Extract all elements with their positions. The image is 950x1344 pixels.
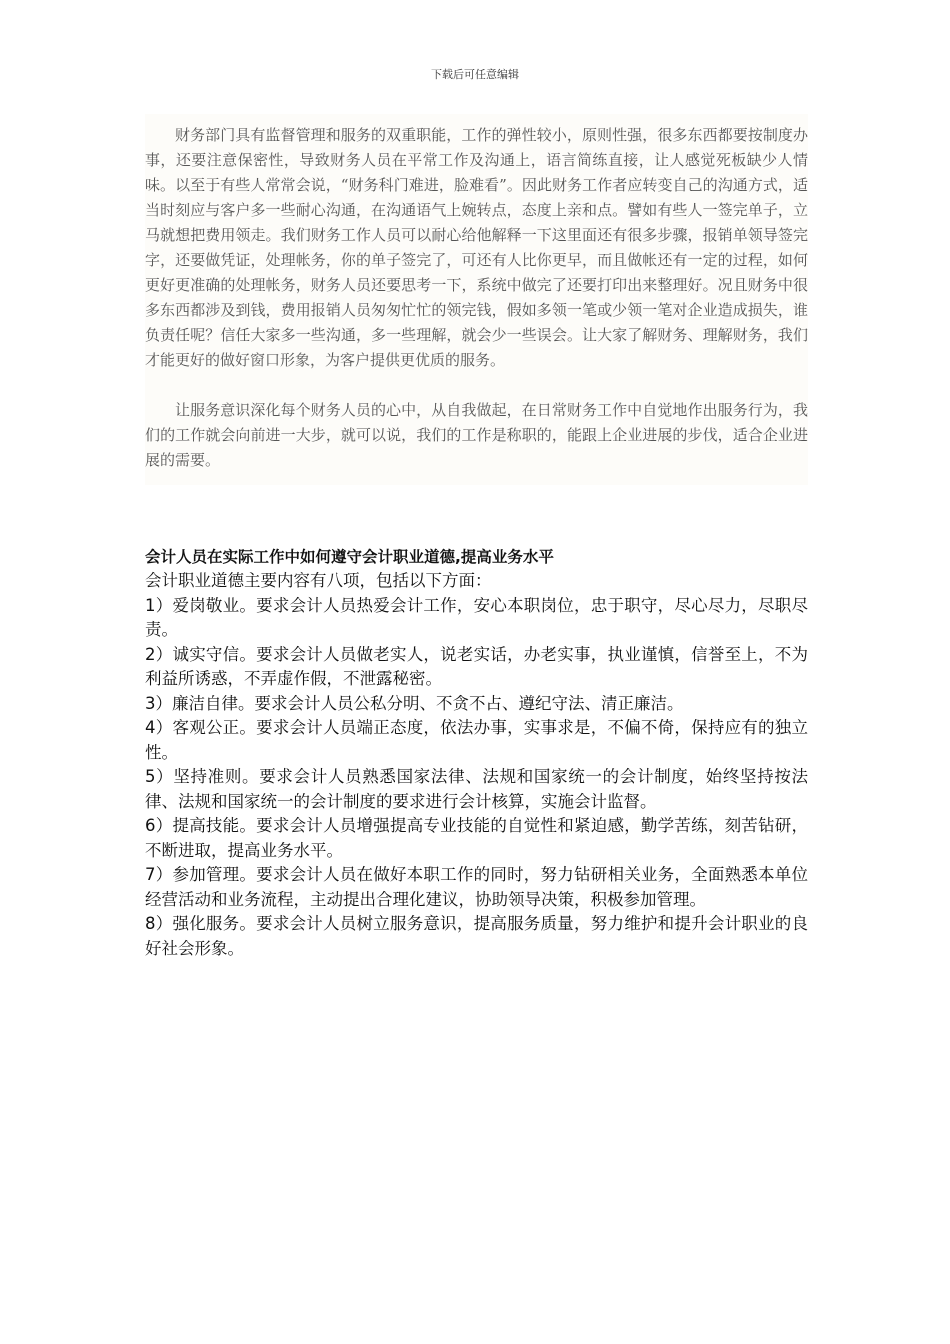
service-awareness-paragraph: 让服务意识深化每个财务人员的心中，从自我做起，在日常财务工作中自觉地作出服务行为，我们的工作就会向前进一大步，就可以说，我们的工作是称职的，能跟上企业进展的步伐，适合企业进展的需要。 xyxy=(145,401,808,469)
communication-paragraph: 财务部门具有监督管理和服务的双重职能，工作的弹性较小，原则性强，很多东西都要按制度办事，还要注意保密性，导致财务人员在平常工作及沟通上，语言简练直接，让人感觉死板缺少人情味。以至于有些人常常会说，“财务科门难进，脸难看”。因此财务工作者应转变自己的沟通方式，适当时刻应与客户多一些耐心沟通，在沟通语气上婉转点，态度上亲和点。譬如有些人一签完单子，立马就想把费用领走。我们财务工作人员可以耐心给他解释一下这里面还有很多步骤，报销单领导签完字，还要做凭证，处理帐务，你的单子签完了，可还有人比你更早，而且做帐还有一定的过程，如何更好更准确的处理帐务，财务人员还要思考一下，系统中做完了还要打印出来整理好。况且财务中很多东西都涉及到钱，费用报销人员匆匆忙忙的领完钱，假如多领一笔或少领一笔对企业造成损失，谁负责任呢？信任大家多一些沟通，多一些理解，就会少一些误会。让大家了解财务、理解财务，我们才能更好的做好窗口形象，为客户提供更优质的服务。 xyxy=(145,126,808,369)
paragraph-spacer xyxy=(145,373,808,398)
ethics-item-4: 4）客观公正。要求会计人员端正态度，依法办事，实事求是，不偏不倚，保持应有的独立性。 xyxy=(145,718,808,762)
ethics-item-3: 3）廉洁自律。要求会计人员公私分明、不贪不占、遵纪守法、清正廉洁。 xyxy=(145,693,684,713)
ethics-item-7: 7）参加管理。要求会计人员在做好本职工作的同时，努力钻研相关业务，全面熟悉本单位经营活动和业务流程，主动提出合理化建议，协助领导决策，积极参加管理。 xyxy=(145,865,808,909)
ethics-item-1: 1）爱岗敬业。要求会计人员热爱会计工作，安心本职岗位，忠于职守，尽心尽力，尽职尽责。 xyxy=(145,595,808,639)
ethics-intro: 会计职业道德主要内容有八项，包括以下方面： xyxy=(145,571,492,590)
section-heading: 会计人员在实际工作中如何遵守会计职业道德,提高业务水平 xyxy=(145,548,554,566)
page-header-note: 下载后可任意编辑 xyxy=(431,68,519,81)
ethics-item-8: 8）强化服务。要求会计人员树立服务意识，提高服务质量，努力维护和提升会计职业的良好社会形象。 xyxy=(145,914,808,958)
ethics-item-6: 6）提高技能。要求会计人员增强提高专业技能的自觉性和紧迫感，勤学苦练，刻苦钻研，不断进取，提高业务水平。 xyxy=(145,816,808,860)
accounting-ethics-section xyxy=(145,546,808,961)
finance-communication-section xyxy=(145,114,808,485)
ethics-item-2: 2）诚实守信。要求会计人员做老实人，说老实话，办老实事，执业谨慎，信誉至上，不为利益所诱惑，不弄虚作假，不泄露秘密。 xyxy=(145,644,808,688)
ethics-item-5: 5）坚持准则。要求会计人员熟悉国家法律、法规和国家统一的会计制度，始终坚持按法律、法规和国家统一的会计制度的要求进行会计核算，实施会计监督。 xyxy=(145,767,808,811)
